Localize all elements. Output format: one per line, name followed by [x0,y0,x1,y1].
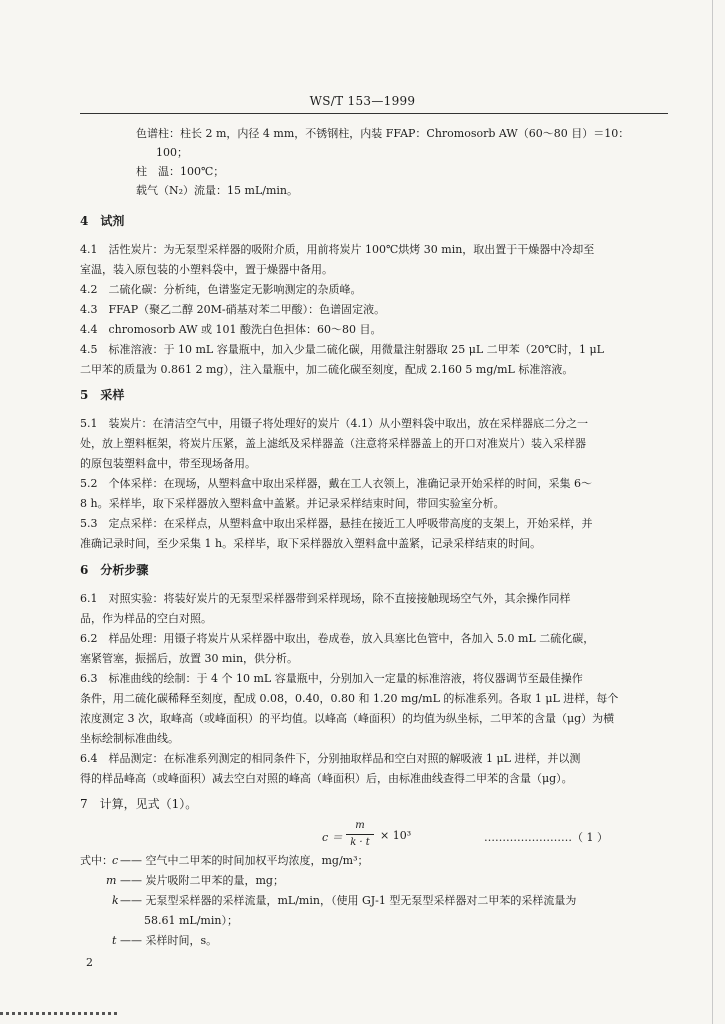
item-4-3: 4.3 FFAP（聚乙二醇 20M-硝基对苯二甲酸）：色谱固定液。 [80,303,386,316]
scan-edge-marks [0,1012,120,1015]
symbol-m: m [106,874,117,887]
page-number: 2 [86,956,93,969]
item-4-1-line-2: 室温，装入原包装的小塑料袋中，置于燥器中备用。 [80,263,333,276]
gc-carrier-gas: 载气（N₂）流量：15 mL/min。 [136,184,299,197]
item-6-3-line-2: 条件，用二硫化碳稀释至刻度，配成 0.08，0.40，0.80 和 1.20 mg/mL 的标准系列。各取 1 μL 进样，每个 [80,692,619,705]
item-4-5-line-2: 二甲苯的质量为 0.861 2 mg），注入量瓶中，加二硫化碳至刻度，配成 2.160 5 mg/mL 标准溶液。 [80,363,574,376]
def-c [112,852,369,868]
section-5-title: 5 采样 [80,388,125,402]
item-6-2-line-1: 6.2 样品处理：用镊子将炭片从采样器中取出，卷成卷，放入具塞比色管中，各加入 5.0 mL 二硫化碳， [80,632,595,645]
item-6-3-line-3: 浓度测定 3 次，取峰高（或峰面积）的平均值。以峰高（峰面积）的均值为纵坐标，二甲苯的含量（μg）为横 [80,712,615,725]
item-4-4: 4.4 chromosorb AW 或 101 酸洗白色担体：60～80 目。 [80,323,382,336]
item-6-4-line-1: 6.4 样品测定：在标准系列测定的相同条件下，分别抽取样品和空白对照的解吸液 1 μL 进样，并以测 [80,752,581,765]
item-6-4-line-2: 得的样品峰高（或峰面积）减去空白对照的峰高（峰面积）后，由标准曲线查得二甲苯的含量（μg）。 [80,772,573,785]
formula-numerator: m [355,820,365,831]
item-5-3-line-1: 5.3 定点采样：在采样点，从塑料盒中取出采样器，悬挂在接近工人呼吸带高度的支架上，开始采样，并 [80,517,593,530]
def-k-text: —— 无泵型采样器的采样流量，mL/min，（使用 GJ-1 型无泵型采样器对二甲苯的采样流量为 [120,894,577,907]
item-5-2-line-2: 8 h。采样毕，取下采样器放入塑料盒中盖紧。并记录采样结束时间，带回实验室分析。 [80,497,505,510]
def-k [112,892,576,908]
item-6-3-line-1: 6.3 标准曲线的绘制：于 4 个 10 mL 容量瓶中，分别加入一定量的标准溶液，将仪器调节至最佳操作 [80,672,583,685]
where-label: 式中： [80,854,113,867]
formula-lhs: c ＝ [322,831,343,844]
section-6-title: 6 分析步骤 [80,563,149,577]
header-rule [80,113,668,114]
symbol-t: t [112,934,117,947]
def-t [112,932,217,948]
item-4-5-line-1: 4.5 标准溶液：于 10 mL 容量瓶中，加入少量二硫化碳，用微量注射器取 25 μL 二甲苯（20℃时，1 μL [80,343,604,356]
item-5-1-line-2: 处，放上塑料框架，将炭片压紧，盖上滤纸及采样器盖（注意将采样器盖上的开口对准炭片）装入采样器 [80,437,586,450]
item-6-2-line-2: 塞紧管塞，振摇后，放置 30 min，供分析。 [80,652,299,665]
gc-column-line-1: 色谱柱：柱长 2 m，内径 4 mm，不锈钢柱，内装 FFAP：Chromosorb AW（60～80 目）＝10： [136,127,630,140]
equation-number: ……………………（ 1 ） [484,831,608,844]
gc-column-line-2: 100； [156,146,188,159]
gc-temperature: 柱 温：100℃； [136,165,225,178]
item-5-1-line-3: 的原包装塑料盒中，带至现场备用。 [80,457,256,470]
section-4-title: 4 试剂 [80,214,125,228]
section-7-title: 7 计算，见式（1）。 [80,797,198,811]
item-6-3-line-4: 坐标绘制标准曲线。 [80,732,179,745]
def-m-text: —— 炭片吸附二甲苯的量，mg； [120,874,284,887]
symbol-c: c [112,854,119,867]
def-m [106,872,284,888]
scan-edge-line [712,0,713,1024]
def-t-text: —— 采样时间，s。 [120,934,218,947]
def-k-line-2: 58.61 mL/min）； [144,914,238,927]
formula-denominator: k · t [350,837,370,848]
item-5-1-line-1: 5.1 装炭片：在清洁空气中，用镊子将处理好的炭片（4.1）从小塑料袋中取出，放在采样器底二分之一 [80,417,588,430]
item-5-3-line-2: 准确记录时间，至少采集 1 h。采样毕，取下采样器放入塑料盒中盖紧，记录采样结束的时间。 [80,537,542,550]
fraction-bar [346,834,374,835]
item-4-2: 4.2 二硫化碳：分析纯，色谱鉴定无影响测定的杂质峰。 [80,283,362,296]
symbol-k: k [112,894,119,907]
item-6-1-line-2: 品，作为样品的空白对照。 [80,612,212,625]
def-c-text: —— 空气中二甲苯的时间加权平均浓度，mg/m³； [120,854,369,867]
item-6-1-line-1: 6.1 对照实验：将装好炭片的无泵型采样器带到采样现场，除不直接接触现场空气外，其余操作同样 [80,592,571,605]
item-5-2-line-1: 5.2 个体采样：在现场，从塑料盒中取出采样器，戴在工人衣领上，准确记录开始采样的时间，采集 6～ [80,477,592,490]
item-4-1-line-1: 4.1 活性炭片：为无泵型采样器的吸附介质，用前将炭片 100℃烘烤 30 min，取出置于干燥器中冷却至 [80,243,595,256]
formula-factor: × 10³ [380,829,412,842]
standard-code-header: WS/T 153—1999 [309,94,416,108]
